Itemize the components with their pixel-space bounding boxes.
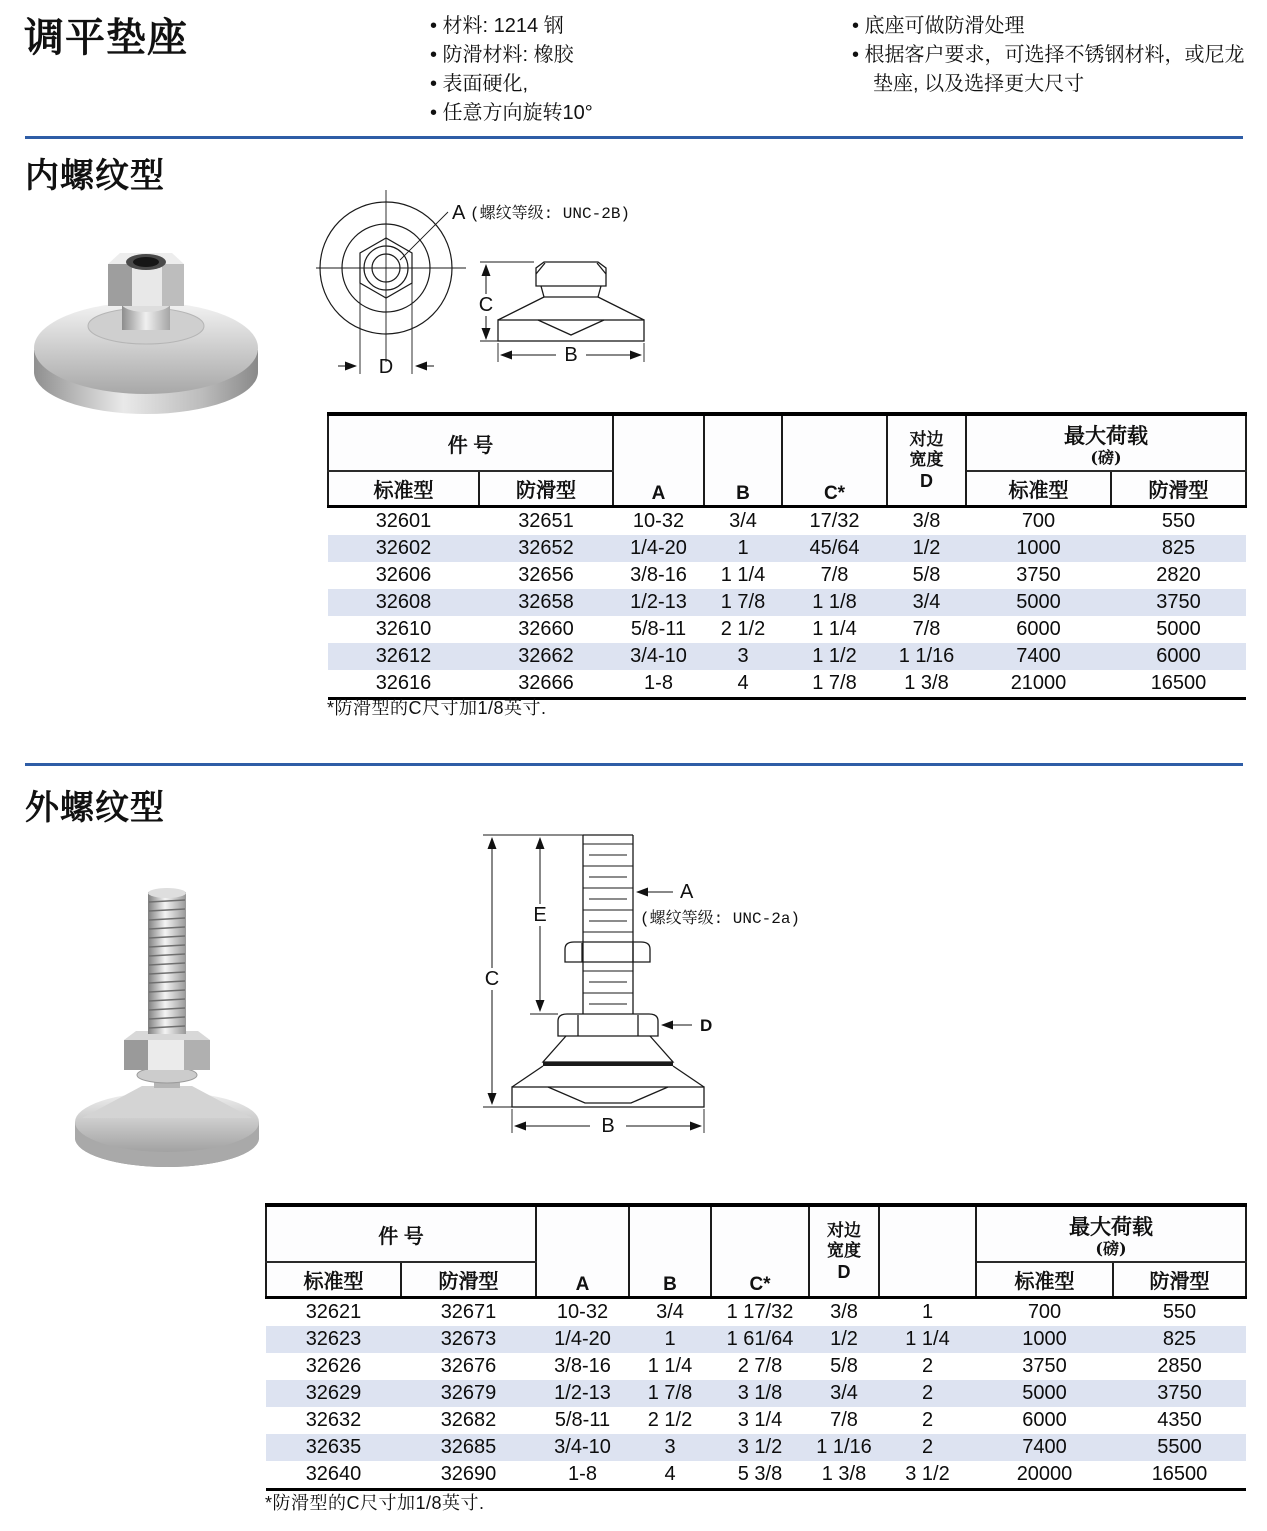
- table-cell: 3: [737, 645, 749, 667]
- max-load-title: 最大荷载: [1064, 423, 1148, 448]
- section-heading-internal: 内螺纹型: [25, 157, 165, 195]
- across-flats-line1: 对边: [827, 1220, 861, 1241]
- table-cell: 21000: [1010, 672, 1067, 694]
- label-e: E: [533, 904, 547, 926]
- table-cell: 2: [921, 1355, 934, 1377]
- table-cell: 10-32: [556, 1301, 609, 1323]
- table-cell: 1/2: [830, 1328, 858, 1350]
- table-cell: 2: [921, 1436, 934, 1458]
- across-flats-header: [887, 414, 966, 507]
- table-cell: 700: [1021, 510, 1056, 532]
- photo-threaded-stud: [148, 888, 186, 1034]
- load-standard-header: 标准型: [966, 471, 1111, 507]
- table-row: [328, 589, 1246, 616]
- table-cell: 45/64: [809, 537, 860, 559]
- table-cell: 6000: [1016, 618, 1061, 640]
- label-b: B: [564, 344, 578, 366]
- table-cell: 4350: [1157, 1409, 1202, 1431]
- across-flats-line3: D: [837, 1261, 851, 1282]
- table-cell: 16500: [1150, 672, 1207, 694]
- load-standard-header: 标准型: [976, 1262, 1113, 1298]
- part-antislip-header: 防滑型: [401, 1262, 536, 1298]
- dim-e: [533, 838, 546, 1011]
- internal-spec-table: [327, 412, 1247, 700]
- thread-class-note: (螺纹等级: UNC-2a): [640, 910, 801, 928]
- table-cell: 1: [737, 537, 749, 559]
- side-view: [480, 262, 644, 362]
- load-antislip-header: 防滑型: [1113, 1262, 1246, 1298]
- photo-hex-nut: [108, 253, 184, 306]
- table-cell: 2820: [1156, 564, 1201, 586]
- bullet-item: • 表面硬化,: [430, 73, 529, 95]
- table-cell: 32690: [440, 1463, 497, 1485]
- col-a-header: A: [613, 414, 704, 507]
- table-cell: 5500: [1157, 1436, 1202, 1458]
- table-cell: 700: [1027, 1301, 1062, 1323]
- label-c: C: [478, 294, 494, 316]
- table-cell: 32685: [440, 1436, 497, 1458]
- col-e-header: [879, 1205, 976, 1298]
- table-cell: 5/8-11: [554, 1409, 611, 1431]
- table-row: [328, 562, 1246, 589]
- across-flats-line2: 宽度: [827, 1240, 861, 1261]
- table-cell: 32640: [305, 1463, 362, 1485]
- table-cell: 10-32: [632, 510, 685, 532]
- table-cell: 1 7/8: [647, 1382, 693, 1404]
- table-cell: 3 1/4: [737, 1409, 783, 1431]
- external-spec-table: [265, 1203, 1247, 1491]
- table-cell: 1 1/4: [720, 564, 766, 586]
- table-cell: 1 1/4: [812, 618, 857, 640]
- dim-b: [501, 344, 641, 366]
- table-cell: 1000: [1016, 537, 1061, 559]
- table-cell: 1-8: [568, 1463, 597, 1485]
- table-row: [266, 1326, 1246, 1353]
- product-photo-external: [62, 884, 277, 1174]
- table-cell: 7/8: [830, 1409, 858, 1431]
- table-cell: 2: [921, 1409, 934, 1431]
- max-load-group-header: [976, 1205, 1246, 1262]
- table-cell: 3/8-16: [630, 564, 687, 586]
- table-row: [266, 1434, 1246, 1461]
- table-cell: 3/4: [656, 1301, 684, 1323]
- table-cell: 3/8: [912, 510, 941, 532]
- label-c: C: [484, 968, 500, 990]
- part-antislip-header: 防滑型: [479, 471, 613, 507]
- table-cell: 32623: [305, 1328, 362, 1350]
- tech-drawing-external: [428, 808, 858, 1160]
- page-title: 调平垫座: [24, 16, 188, 60]
- across-flats-line3: D: [920, 470, 933, 491]
- table-cell: 1 1/16: [898, 645, 955, 667]
- table-cell: 5 3/8: [737, 1463, 783, 1485]
- table-cell: 17/32: [809, 510, 860, 532]
- table-cell: 20000: [1016, 1463, 1073, 1485]
- table-cell: 32608: [375, 591, 432, 613]
- table-cell: 32612: [375, 645, 432, 667]
- top-view: [316, 190, 466, 374]
- tech-drawing-internal: [298, 176, 713, 413]
- max-load-group-header: [966, 414, 1246, 471]
- table-cell: 1 7/8: [720, 591, 766, 613]
- table-cell: 32676: [440, 1355, 497, 1377]
- table-cell: 1 3/8: [821, 1463, 867, 1485]
- table-cell: 32606: [375, 564, 432, 586]
- table-cell: 3/4: [830, 1382, 858, 1404]
- table-cell: 32662: [518, 645, 574, 667]
- table-cell: 5/8-11: [630, 618, 687, 640]
- table-cell: 825: [1161, 537, 1196, 559]
- table-row: [328, 616, 1246, 643]
- table-cell: 32602: [375, 537, 432, 559]
- table-cell: 32666: [518, 672, 574, 694]
- table-cell: 1 3/8: [904, 672, 949, 694]
- table-cell: 1/2-13: [630, 591, 687, 613]
- table-cell: 32621: [305, 1301, 362, 1323]
- feature-bullet-list-right: [852, 12, 1256, 99]
- max-load-title: 最大荷载: [1069, 1214, 1153, 1239]
- table-cell: 7400: [1022, 1436, 1067, 1458]
- table-cell: 5/8: [912, 564, 941, 586]
- section-divider-middle: [25, 763, 1243, 766]
- table-cell: 32601: [375, 510, 432, 532]
- table-cell: 3/4-10: [554, 1436, 611, 1458]
- table-cell: 32652: [518, 537, 574, 559]
- table-cell: 825: [1162, 1328, 1197, 1350]
- table-cell: 3/4: [912, 591, 941, 613]
- max-load-unit: (磅): [1090, 448, 1122, 467]
- across-flats-header: [809, 1205, 879, 1298]
- photo-hex-nut: [124, 1031, 210, 1070]
- table-cell: 6000: [1156, 645, 1201, 667]
- table-cell: 2 1/2: [720, 618, 766, 640]
- dim-a: [637, 881, 800, 928]
- bullet-item: • 底座可做防滑处理: [852, 15, 1025, 37]
- col-b-header: B: [704, 414, 782, 507]
- table-cell: 32616: [375, 672, 432, 694]
- label-a: A: [680, 881, 694, 903]
- table-cell: 1 1/4: [905, 1328, 950, 1350]
- table-cell: 5/8: [830, 1355, 858, 1377]
- table-cell: 32632: [305, 1409, 362, 1431]
- dim-c: [479, 265, 493, 339]
- table-cell: 1 61/64: [726, 1328, 794, 1350]
- table-cell: 1 1/4: [647, 1355, 693, 1377]
- table-cell: 32671: [440, 1301, 497, 1323]
- part-standard-header: 标准型: [328, 471, 479, 507]
- table-cell: 3 1/2: [905, 1463, 950, 1485]
- table-cell: 32626: [305, 1355, 362, 1377]
- table-cell: 3/4-10: [630, 645, 687, 667]
- table-cell: 1 17/32: [726, 1301, 794, 1323]
- table-cell: 32651: [518, 510, 574, 532]
- col-a-header: A: [536, 1205, 629, 1298]
- table-cell: 6000: [1022, 1409, 1067, 1431]
- label-d: D: [700, 1016, 713, 1035]
- table-cell: 3: [664, 1436, 676, 1458]
- dim-b: [515, 1115, 701, 1137]
- table-cell: 1: [921, 1301, 934, 1323]
- table-cell: 2 7/8: [737, 1355, 783, 1377]
- table-row: [328, 535, 1246, 562]
- external-table-footnote: *防滑型的C尺寸加1/8英寸.: [265, 1493, 485, 1513]
- max-load-unit: (磅): [1095, 1239, 1127, 1258]
- col-c-header: C*: [711, 1205, 809, 1298]
- label-b: B: [601, 1115, 615, 1137]
- part-number-group-header: 件 号: [328, 414, 613, 471]
- table-cell: 1 1/16: [816, 1436, 872, 1458]
- table-cell: 1/4-20: [630, 537, 687, 559]
- part-number-group-header: 件 号: [266, 1205, 536, 1262]
- table-row: [328, 643, 1246, 670]
- table-cell: 1/2: [912, 537, 941, 559]
- load-antislip-header: 防滑型: [1111, 471, 1246, 507]
- table-cell: 32629: [305, 1382, 362, 1404]
- table-cell: 7/8: [820, 564, 849, 586]
- table-cell: 550: [1162, 1301, 1197, 1323]
- table-cell: 1/2-13: [554, 1382, 611, 1404]
- table-cell: 1000: [1022, 1328, 1067, 1350]
- table-cell: 32656: [518, 564, 574, 586]
- table-cell: 16500: [1151, 1463, 1208, 1485]
- table-cell: 32660: [518, 618, 574, 640]
- table-row: [266, 1298, 1246, 1327]
- table-cell: 3/4: [729, 510, 757, 532]
- table-cell: 5000: [1016, 591, 1061, 613]
- table-row: [328, 507, 1246, 536]
- table-cell: 5000: [1022, 1382, 1067, 1404]
- table-cell: 7/8: [912, 618, 941, 640]
- table-cell: 32682: [440, 1409, 497, 1431]
- table-cell: 32679: [440, 1382, 497, 1404]
- bullet-item: • 材料: 1214 钢: [430, 15, 564, 37]
- table-cell: 2850: [1157, 1355, 1202, 1377]
- label-a: A: [452, 202, 466, 224]
- table-row: [266, 1380, 1246, 1407]
- section-divider-top: [25, 136, 1243, 139]
- dim-d: [662, 1016, 712, 1035]
- section-heading-external: 外螺纹型: [25, 789, 165, 827]
- bullet-item: • 防滑材料: 橡胶: [430, 44, 574, 66]
- table-row: [266, 1461, 1246, 1490]
- internal-table-footnote: *防滑型的C尺寸加1/8英寸.: [327, 698, 547, 718]
- table-cell: 550: [1161, 510, 1196, 532]
- table-cell: 3750: [1022, 1355, 1067, 1377]
- table-cell: 4: [664, 1463, 676, 1485]
- table-cell: 3/8: [830, 1301, 858, 1323]
- table-cell: 3750: [1156, 591, 1201, 613]
- table-cell: 1 7/8: [812, 672, 857, 694]
- table-cell: 1: [664, 1328, 676, 1350]
- table-cell: 1 1/2: [812, 645, 857, 667]
- table-cell: 1-8: [644, 672, 673, 694]
- across-flats-line2: 宽度: [909, 449, 944, 470]
- table-cell: 1 1/8: [812, 591, 857, 613]
- part-standard-header: 标准型: [266, 1262, 401, 1298]
- dim-d: [338, 356, 434, 378]
- table-cell: 2 1/2: [647, 1409, 693, 1431]
- bullet-item: • 根据客户要求，可选择不锈钢材料，或尼龙垫座, 以及选择更大尺寸: [852, 44, 1245, 95]
- table-cell: 32658: [518, 591, 574, 613]
- table-cell: 3750: [1157, 1382, 1202, 1404]
- table-cell: 32673: [440, 1328, 497, 1350]
- table-cell: 32635: [305, 1436, 362, 1458]
- col-b-header: B: [629, 1205, 711, 1298]
- col-c-header: C*: [782, 414, 887, 507]
- feature-bullet-list-left: [430, 12, 830, 128]
- table-cell: 7400: [1016, 645, 1061, 667]
- dim-c: [485, 838, 499, 1104]
- table-cell: 3750: [1016, 564, 1061, 586]
- table-cell: 3/8-16: [554, 1355, 611, 1377]
- product-photo-internal: [16, 200, 276, 425]
- stud-outline: [483, 835, 704, 1133]
- table-cell: 4: [737, 672, 749, 694]
- table-cell: 3 1/8: [737, 1382, 783, 1404]
- table-cell: 5000: [1156, 618, 1201, 640]
- table-cell: 3 1/2: [737, 1436, 783, 1458]
- table-row: [266, 1353, 1246, 1380]
- table-cell: 32610: [375, 618, 432, 640]
- table-row: [266, 1407, 1246, 1434]
- label-d: D: [378, 356, 394, 378]
- table-cell: 1/4-20: [554, 1328, 611, 1350]
- across-flats-line1: 对边: [909, 429, 944, 450]
- table-cell: 2: [921, 1382, 934, 1404]
- thread-class-note: (螺纹等级: UNC-2B): [470, 205, 631, 223]
- bullet-item: • 任意方向旋转10°: [430, 102, 593, 124]
